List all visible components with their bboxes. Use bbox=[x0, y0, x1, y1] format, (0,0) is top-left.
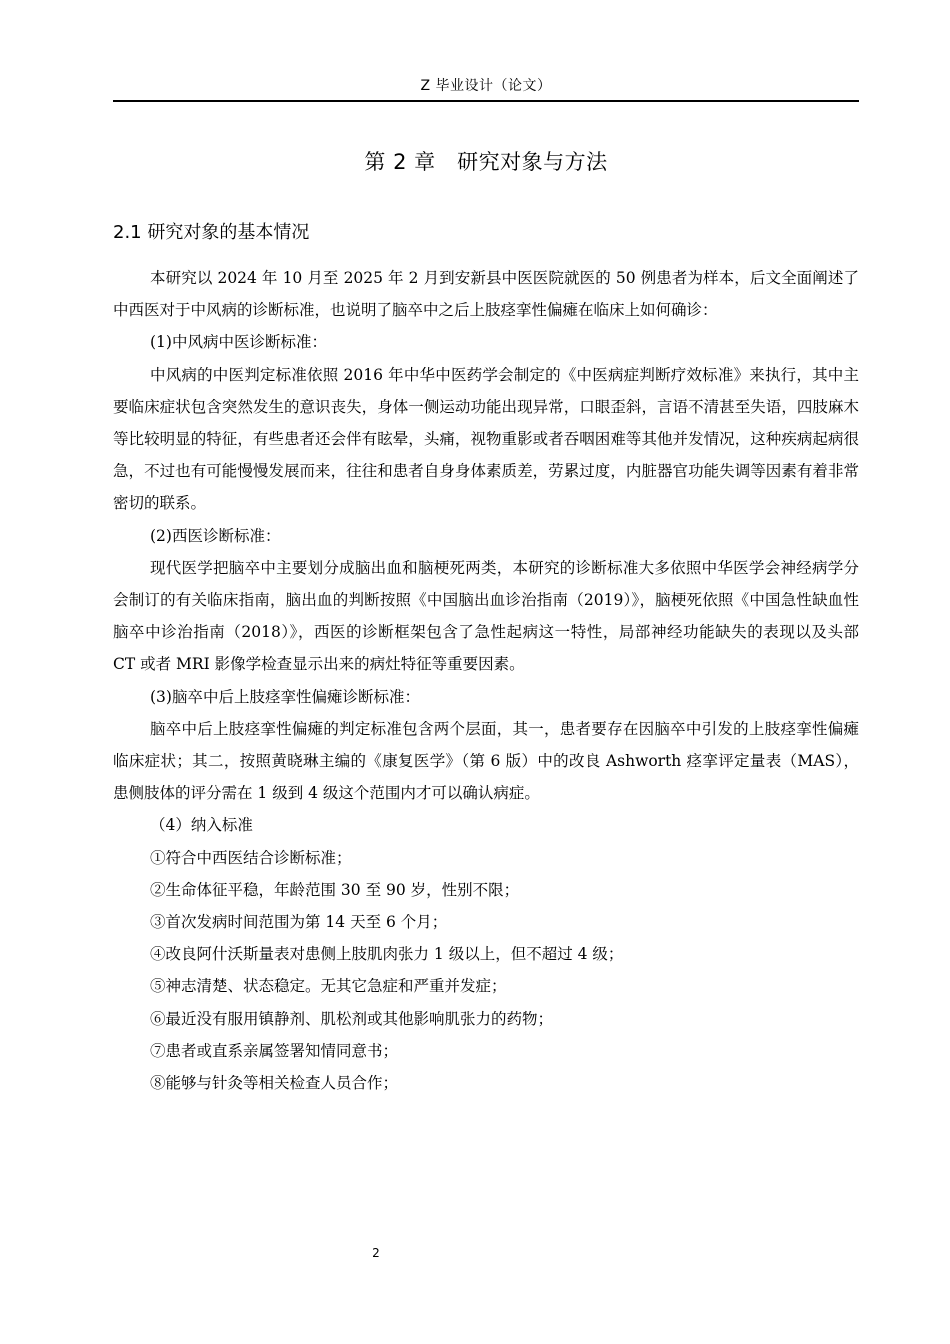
list-item: ⑥最近没有服用镇静剂、肌松剂或其他影响肌张力的药物； bbox=[150, 1009, 554, 1028]
body-text bbox=[113, 262, 859, 1099]
paragraph-tcm-criteria: 中风病的中医判定标准依照 2016 年中华中医药学会制定的《中医病症判断疗效标准》来执行，其中主要临床症状包含突然发生的意识丧失，身体一侧运动功能出现异常，口眼歪斜，言语不清甚至失语，四肢麻木等比较明显的特征，有些患者还会伴有眩晕，头痛，视物重影或者吞咽困难等其他并发情况，这种疾病起病很急，不过也有可能慢慢发展而来，往往和患者自身身体素质差，劳累过度，内脏器官功能失调等因素有着非常密切的联系。 bbox=[113, 365, 859, 513]
list-item: ④改良阿什沃斯量表对患侧上肢肌肉张力 1 级以上，但不超过 4 级； bbox=[150, 945, 624, 964]
subheading-spastic-criteria: (3)脑卒中后上肢痉挛性偏瘫诊断标准： bbox=[150, 687, 420, 706]
paragraph-spastic-criteria: 脑卒中后上肢痉挛性偏瘫的判定标准包含两个层面，其一，患者要存在因脑卒中引发的上肢痉挛性偏瘫临床症状；其二，按照黄晓琳主编的《康复医学》（第 6 版）中的改良 Ashworth 痉挛评定量表（MAS），患侧肢体的评分需在 1 级到 4 级这个范围内才可以确认病症。 bbox=[113, 719, 859, 803]
list-item: ⑧能够与针灸等相关检查人员合作； bbox=[150, 1074, 399, 1093]
list-item: ①符合中西医结合诊断标准； bbox=[150, 848, 352, 867]
list-item: ③首次发病时间范围为第 14 天至 6 个月； bbox=[150, 913, 448, 932]
list-item: ②生命体征平稳，年龄范围 30 至 90 岁，性别不限； bbox=[150, 880, 520, 899]
paragraph-intro: 本研究以 2024 年 10 月至 2025 年 2 月到安新县中医医院就医的 50 例患者为样本，后文全面阐述了中西医对于中风病的诊断标准，也说明了脑卒中之后上肢痉挛性偏瘫在临床上如何确诊： bbox=[113, 269, 859, 320]
paragraph-western-criteria: 现代医学把脑卒中主要划分成脑出血和脑梗死两类，本研究的诊断标准大多依照中华医学会神经病学分会制订的有关临床指南，脑出血的判断按照《中国脑出血诊治指南（2019）》，脑梗死依照《中国急性缺血性脑卒中诊治指南（2018）》，西医的诊断框架包含了急性起病这一特性，局部神经功能缺失的表现以及头部 CT 或者 MRI 影像学检查显示出来的病灶特征等重要因素。 bbox=[113, 558, 859, 674]
subheading-tcm-criteria: (1)中风病中医诊断标准： bbox=[150, 333, 327, 352]
subheading-western-criteria: (2)西医诊断标准： bbox=[150, 526, 281, 545]
page-header: Z 毕业设计（论文） bbox=[420, 78, 552, 94]
list-item: ⑤神志清楚、状态稳定。无其它急症和严重并发症； bbox=[150, 977, 507, 996]
subheading-inclusion-criteria: （4）纳入标准 bbox=[150, 816, 253, 835]
page-number: 2 bbox=[372, 1246, 380, 1260]
chapter-title: 第 2 章 研究对象与方法 bbox=[364, 150, 608, 174]
section-title: 2.1 研究对象的基本情况 bbox=[113, 222, 310, 243]
header-rule bbox=[113, 100, 859, 102]
list-item: ⑦患者或直系亲属签署知情同意书； bbox=[150, 1041, 399, 1060]
